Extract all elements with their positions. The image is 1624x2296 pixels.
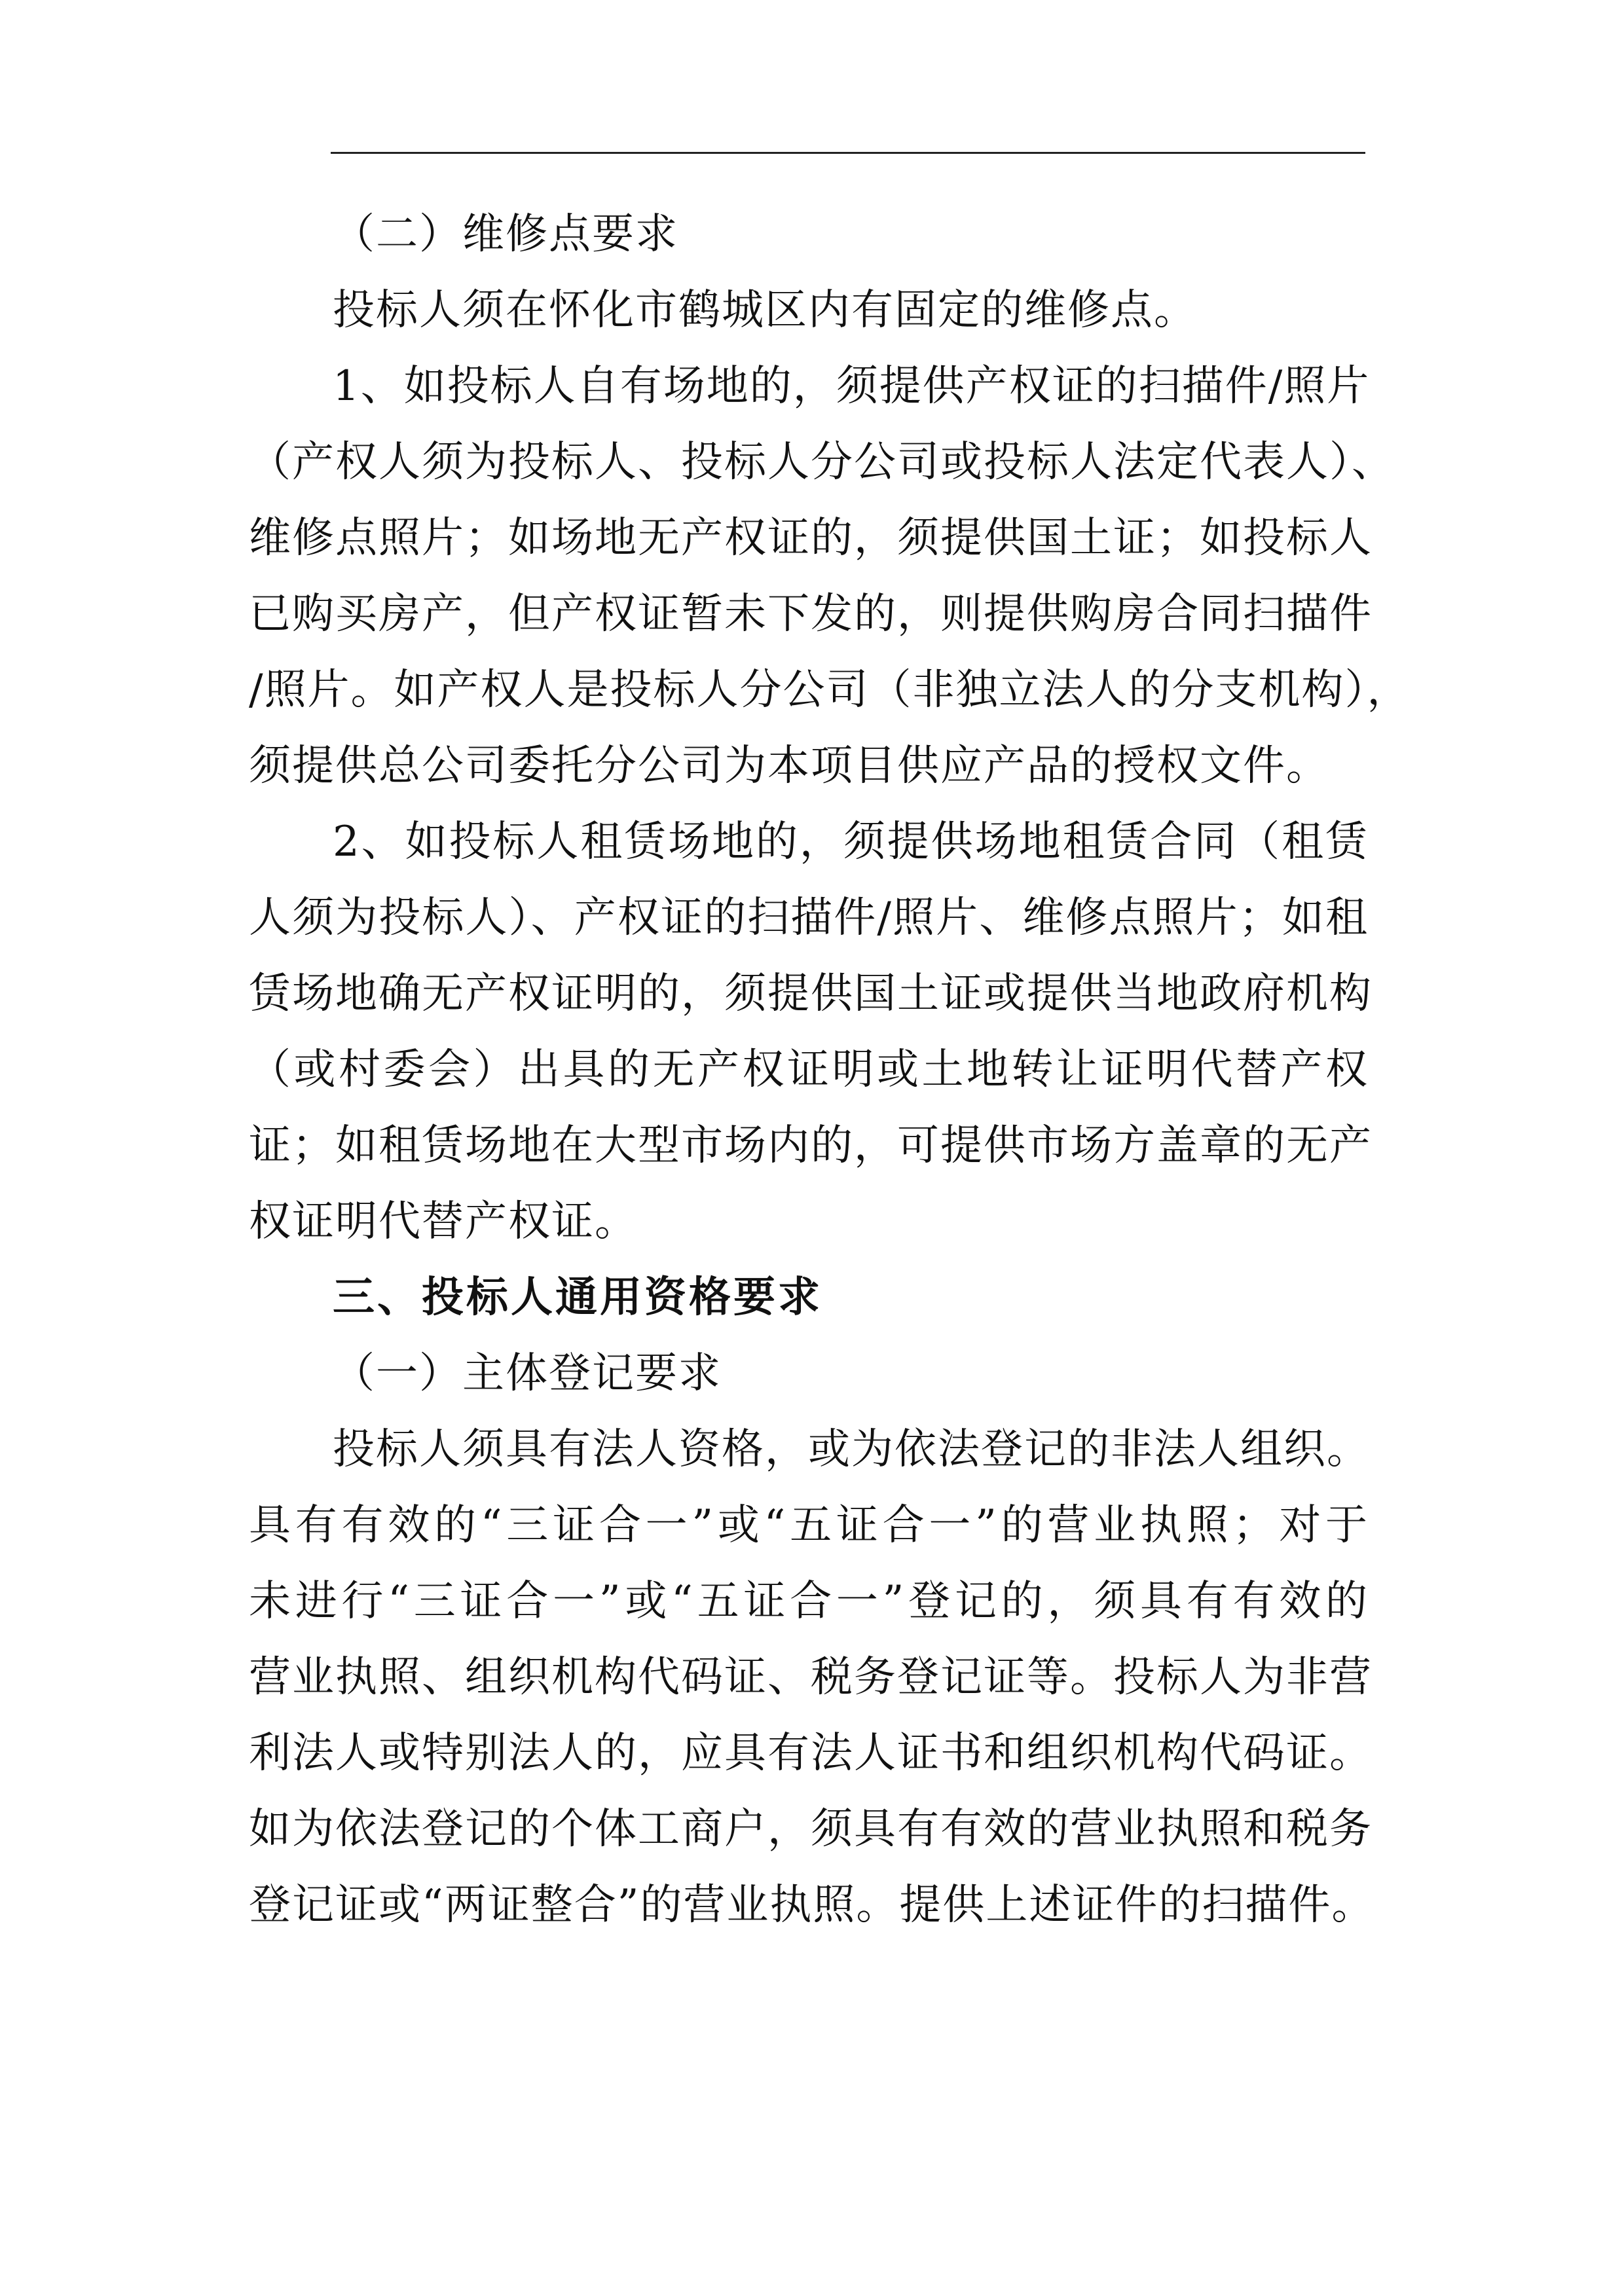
- item-1-paragraph: [249, 348, 1411, 804]
- registration-line: 登记证或“两证整合”的营业执照。提供上述证件的扫描件。: [249, 1881, 1375, 1929]
- registration-paragraph: [249, 1412, 1375, 1943]
- registration-line: 未进行“三证合一”或“五证合一”登记的，须具有有效的: [249, 1577, 1369, 1626]
- registration-line: 投标人须具有法人资格，或为依法登记的非法人组织。: [333, 1425, 1370, 1474]
- subsection-one-heading: （一）主体登记要求: [333, 1349, 722, 1398]
- item-2-line: 人须为投标人）、产权证的扫描件/照片、维修点照片；如租: [249, 894, 1369, 942]
- section-two-heading: （二）维修点要求: [333, 210, 678, 259]
- item-2-line: 赁场地确无产权证明的，须提供国土证或提供当地政府机构: [249, 970, 1373, 1018]
- item-2-line: （或村委会）出具的无产权证明或土地转让证明代替产权: [249, 1046, 1369, 1094]
- registration-line: 具有有效的“三证合一”或“五证合一”的营业执照；对于: [249, 1501, 1369, 1550]
- item-2-line: 证；如租赁场地在大型市场内的，可提供市场方盖章的无产: [249, 1121, 1373, 1170]
- registration-line: 如为依法登记的个体工商户，须具有有效的营业执照和税务: [249, 1805, 1373, 1853]
- item-1-line: 维修点照片；如场地无产权证的，须提供国土证；如投标人: [249, 514, 1373, 562]
- item-2-line: 权证明代替产权证。: [249, 1197, 638, 1246]
- registration-line: 营业执照、组织机构代码证、税务登记证等。投标人为非营: [249, 1653, 1373, 1702]
- item-1-line: /照片。如产权人是投标人分公司（非独立法人的分支机构），: [249, 666, 1411, 714]
- item-1-line: 须提供总公司委托分公司为本项目供应产品的授权文件。: [249, 742, 1329, 790]
- registration-line: 利法人或特别法人的，应具有法人证书和组织机构代码证。: [249, 1729, 1373, 1777]
- item-2-paragraph: [249, 804, 1373, 1260]
- item-2-line: 2、如投标人租赁场地的，须提供场地租赁合同（租赁: [333, 818, 1369, 866]
- section-three-heading: 三、投标人通用资格要求: [333, 1273, 822, 1322]
- header-rule: [331, 152, 1365, 154]
- document-body: [249, 196, 1411, 1943]
- repair-intro: 投标人须在怀化市鹤城区内有固定的维修点。: [333, 286, 1197, 335]
- item-1-line: 1、如投标人自有场地的，须提供产权证的扫描件/照片: [333, 362, 1371, 410]
- item-1-line: （产权人须为投标人、投标人分公司或投标人法定代表人）、: [249, 438, 1395, 486]
- item-1-line: 已购买房产，但产权证暂未下发的，则提供购房合同扫描件: [249, 590, 1373, 638]
